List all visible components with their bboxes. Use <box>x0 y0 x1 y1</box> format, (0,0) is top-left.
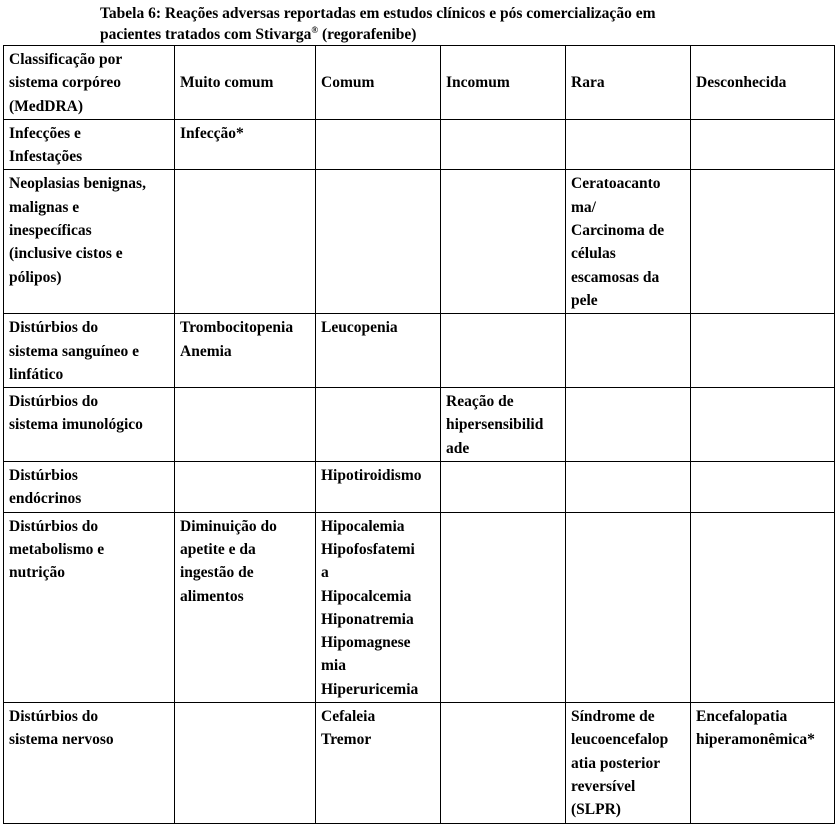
table-cell <box>566 703 691 823</box>
cell-text-line: Cefaleia <box>321 708 376 726</box>
cell-text-line: Desconhecida <box>696 74 787 92</box>
cell-text-line: sistema sanguíneo e <box>9 342 140 360</box>
table-cell <box>175 388 316 462</box>
cell-text-line: Distúrbios <box>9 467 78 485</box>
cell-text-line: sistema corpóreo <box>9 74 122 92</box>
table-cell <box>316 170 441 314</box>
table-row <box>4 462 835 513</box>
cell-text-line: Diminuição do <box>180 517 277 535</box>
header-cell <box>4 46 175 120</box>
cell-text-line: apetite e da <box>180 540 256 558</box>
cell-text-line: Hipocalcemia <box>321 587 412 605</box>
cell-text-line: malignas e <box>9 198 80 216</box>
table-cell <box>316 119 441 170</box>
table-cell <box>691 170 835 314</box>
cell-text-line: hipersensibilid <box>446 416 544 434</box>
table-cell <box>175 703 316 823</box>
cell-text-line: Síndrome de <box>571 708 655 726</box>
cell-text-line: escamosas da <box>571 268 660 286</box>
table-cell <box>441 170 566 314</box>
cell-text-line: ma/ <box>571 198 596 216</box>
caption-line-1: Tabela 6: Reações adversas reportadas em estudos clínicos e pós comercialização em <box>100 5 656 22</box>
cell-text-line: Hipomagnese <box>321 634 411 652</box>
caption-line-2-prefix: pacientes tratados com Stivarga <box>100 26 312 43</box>
row-header-cell <box>4 388 175 462</box>
header-cell <box>691 46 835 120</box>
header-row <box>4 46 835 120</box>
table-cell <box>691 462 835 513</box>
row-header-cell <box>4 119 175 170</box>
table-cell <box>566 462 691 513</box>
cell-text-line: metabolismo e <box>9 540 105 558</box>
table-row <box>4 170 835 314</box>
header-cell <box>566 46 691 120</box>
caption-line-2 <box>100 24 800 45</box>
table-cell <box>566 388 691 462</box>
cell-text-line: a <box>321 564 329 582</box>
table-cell <box>441 388 566 462</box>
cell-text-line: células <box>571 245 616 263</box>
table-cell <box>316 512 441 702</box>
table-cell <box>691 512 835 702</box>
cell-text-line: (MedDRA) <box>9 97 84 115</box>
cell-text-line: Rara <box>571 74 605 92</box>
cell-text-line: inespecíficas <box>9 222 92 240</box>
cell-text-line: Trombocitopenia <box>180 319 294 337</box>
row-header-cell <box>4 314 175 388</box>
cell-text-line: Infestações <box>9 148 83 166</box>
table-cell <box>441 512 566 702</box>
cell-text-line: ade <box>446 439 470 457</box>
table-row <box>4 512 835 702</box>
table-cell <box>175 462 316 513</box>
table-cell <box>441 119 566 170</box>
row-header-cell <box>4 170 175 314</box>
cell-text-line: Infecção* <box>180 124 244 142</box>
header-cell <box>175 46 316 120</box>
cell-text-line: Hipotiroidismo <box>321 467 422 485</box>
table-cell <box>316 314 441 388</box>
cell-text-line: atia posterior <box>571 754 661 772</box>
cell-text-line: Classificação por <box>9 51 123 68</box>
cell-text-line: Comum <box>321 74 375 92</box>
cell-text-line: Distúrbios do <box>9 319 99 337</box>
cell-text-line: (inclusive cistos e <box>9 245 123 263</box>
cell-text-line: Neoplasias benignas, <box>9 175 146 193</box>
cell-text-line: Encefalopatia <box>696 708 788 726</box>
cell-text-line: Incomum <box>446 74 510 92</box>
cell-text-line: Carcinoma de <box>571 222 665 240</box>
table-cell <box>175 170 316 314</box>
cell-text-line: Hipofosfatemi <box>321 540 415 558</box>
cell-text-line: Distúrbios do <box>9 708 99 726</box>
cell-text-line: hiperamonêmica* <box>696 731 815 749</box>
table-cell <box>566 314 691 388</box>
table-cell <box>691 119 835 170</box>
table-cell <box>316 388 441 462</box>
cell-text-line: mia <box>321 657 346 675</box>
table-cell <box>175 314 316 388</box>
cell-text-line: leucoencefalop <box>571 731 669 749</box>
table-row <box>4 388 835 462</box>
table-cell <box>691 388 835 462</box>
table-cell <box>175 512 316 702</box>
table-cell <box>175 119 316 170</box>
table-cell <box>441 314 566 388</box>
table-cell <box>316 462 441 513</box>
table-row <box>4 314 835 388</box>
cell-text-line: endócrinos <box>9 490 82 508</box>
table-cell <box>691 703 835 823</box>
cell-text-line: Reação de <box>446 393 514 411</box>
cell-text-line: reversível <box>571 777 636 795</box>
cell-text-line: ingestão de <box>180 564 254 582</box>
adverse-reactions-table <box>3 45 835 824</box>
cell-text-line: Ceratoacanto <box>571 175 661 193</box>
cell-text-line: pele <box>571 291 598 309</box>
cell-text-line: Distúrbios do <box>9 517 99 535</box>
cell-text-line: Muito comum <box>180 74 274 92</box>
header-cell <box>441 46 566 120</box>
cell-text-line: Distúrbios do <box>9 393 99 411</box>
table-row <box>4 703 835 823</box>
cell-text-line: Infecções e <box>9 124 81 142</box>
table-cell <box>441 462 566 513</box>
cell-text-line: linfático <box>9 365 64 383</box>
table-cell <box>566 512 691 702</box>
cell-text-line: sistema nervoso <box>9 731 114 749</box>
row-header-cell <box>4 703 175 823</box>
cell-text-line: Hiperuricemia <box>321 680 419 698</box>
cell-text-line: nutrição <box>9 564 65 582</box>
cell-text-line: (SLPR) <box>571 801 621 819</box>
cell-text-line: sistema imunológico <box>9 416 143 434</box>
table-cell <box>566 119 691 170</box>
table-cell <box>566 170 691 314</box>
cell-text-line: Hiponatremia <box>321 610 414 628</box>
row-header-cell <box>4 512 175 702</box>
registered-mark: ® <box>311 24 319 35</box>
cell-text-line: alimentos <box>180 587 244 605</box>
table-row <box>4 119 835 170</box>
header-cell <box>316 46 441 120</box>
table-cell <box>316 703 441 823</box>
table-cell <box>691 314 835 388</box>
cell-text-line: pólipos) <box>9 268 62 286</box>
cell-text-line: Hipocalemia <box>321 517 405 535</box>
caption-line-2-suffix: (regorafenibe) <box>318 26 417 43</box>
table-caption <box>100 3 800 45</box>
cell-text-line: Anemia <box>180 342 232 360</box>
row-header-cell <box>4 462 175 513</box>
table-cell <box>441 703 566 823</box>
cell-text-line: Leucopenia <box>321 319 398 337</box>
cell-text-line: Tremor <box>321 731 372 749</box>
